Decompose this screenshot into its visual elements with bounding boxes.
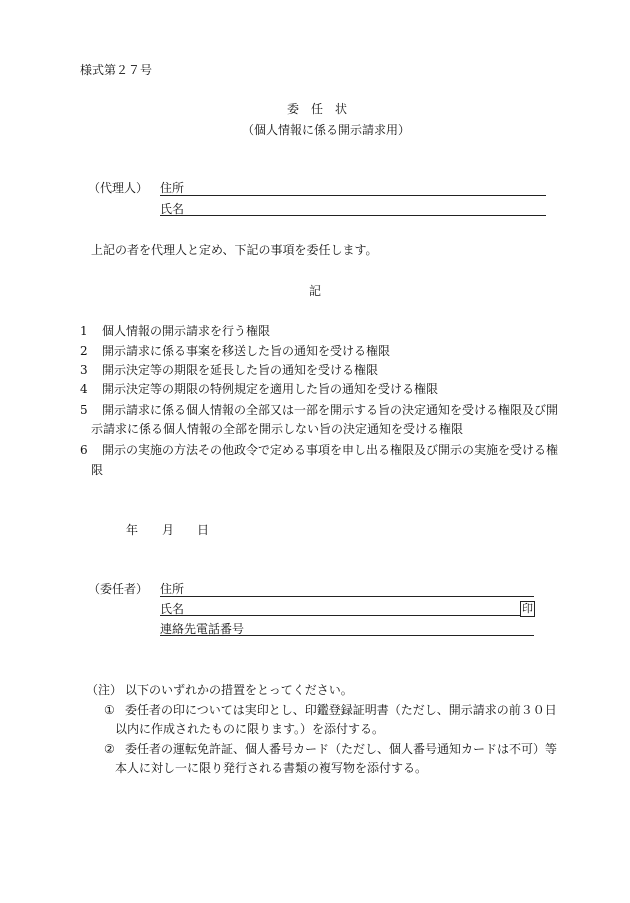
item-number: 4 (80, 382, 88, 396)
principal-address-label: 住所 (160, 582, 185, 596)
note-label: （注） (86, 683, 123, 697)
ki-heading: 記 (309, 284, 322, 298)
note-intro: 以下のいずれかの措置をとってください。 (125, 683, 353, 697)
note-item-text: 委任者の運転免許証、個人番号カード（ただし、個人番号通知カードは不可）等 (125, 742, 558, 756)
date-month: 月 (162, 523, 175, 537)
document-subtitle: （個人情報に係る開示請求用） (242, 123, 411, 137)
list-item (80, 325, 270, 337)
item-text: 開示の実施の方法その他政令で定める事項を申し出る権限及び開示の実施を受ける権 (102, 443, 559, 457)
seal-mark: 印 (522, 602, 533, 615)
item-text: 開示決定等の期限を延長した旨の通知を受ける権限 (102, 363, 379, 377)
list-item (80, 364, 378, 376)
item-text: 開示決定等の期限の特例規定を適用した旨の通知を受ける権限 (102, 382, 439, 396)
document-title: 委 任 状 (287, 102, 348, 116)
item-number: 1 (80, 324, 88, 338)
note-item-text: 委任者の印については実印とし、印鑑登録証明書（ただし、開示請求の前３０日 (125, 703, 557, 717)
note-item-text-continuation: 以内に作成されたものに限ります。）を添付する。 (115, 722, 385, 736)
delegation-text: 上記の者を代理人と定め、下記の事項を委任します。 (91, 243, 378, 257)
item-number: 3 (80, 363, 88, 377)
item-number: 6 (80, 443, 88, 457)
principal-name-line (160, 615, 520, 616)
form-number: 様式第２７号 (80, 63, 153, 77)
item-text: 開示請求に係る個人情報の全部又は一部を開示する旨の決定通知を受ける権限及び開 (102, 403, 559, 417)
note-item-mark: ② (104, 742, 115, 756)
note-item-text-continuation: 本人に対し一に限り発行される書類の複写物を添付する。 (115, 761, 428, 775)
list-item (80, 404, 558, 416)
list-item (80, 444, 558, 456)
date-day: 日 (197, 523, 210, 537)
principal-name-label: 氏名 (160, 602, 185, 616)
note-item-mark: ① (104, 703, 115, 717)
item-text-continuation: 示請求に係る個人情報の全部を開示しない旨の決定通知を受ける権限 (91, 422, 464, 436)
item-text: 開示請求に係る事案を移送した旨の通知を受ける権限 (102, 344, 391, 358)
principal-phone-label: 連絡先電話番号 (160, 622, 245, 636)
agent-name-line (160, 215, 546, 216)
principal-phone-line (160, 635, 534, 636)
item-text: 個人情報の開示請求を行う権限 (102, 324, 271, 338)
agent-address-label: 住所 (160, 181, 185, 195)
principal-address-line (160, 596, 534, 597)
list-item (80, 345, 390, 357)
item-number: 5 (80, 403, 88, 417)
agent-name-label: 氏名 (160, 202, 185, 216)
list-item (80, 383, 438, 395)
item-text-continuation: 限 (91, 463, 104, 477)
item-number: 2 (80, 344, 88, 358)
agent-label: （代理人） (88, 181, 149, 195)
principal-label: （委任者） (88, 582, 149, 596)
date-year: 年 (126, 523, 139, 537)
agent-address-line (160, 195, 546, 196)
